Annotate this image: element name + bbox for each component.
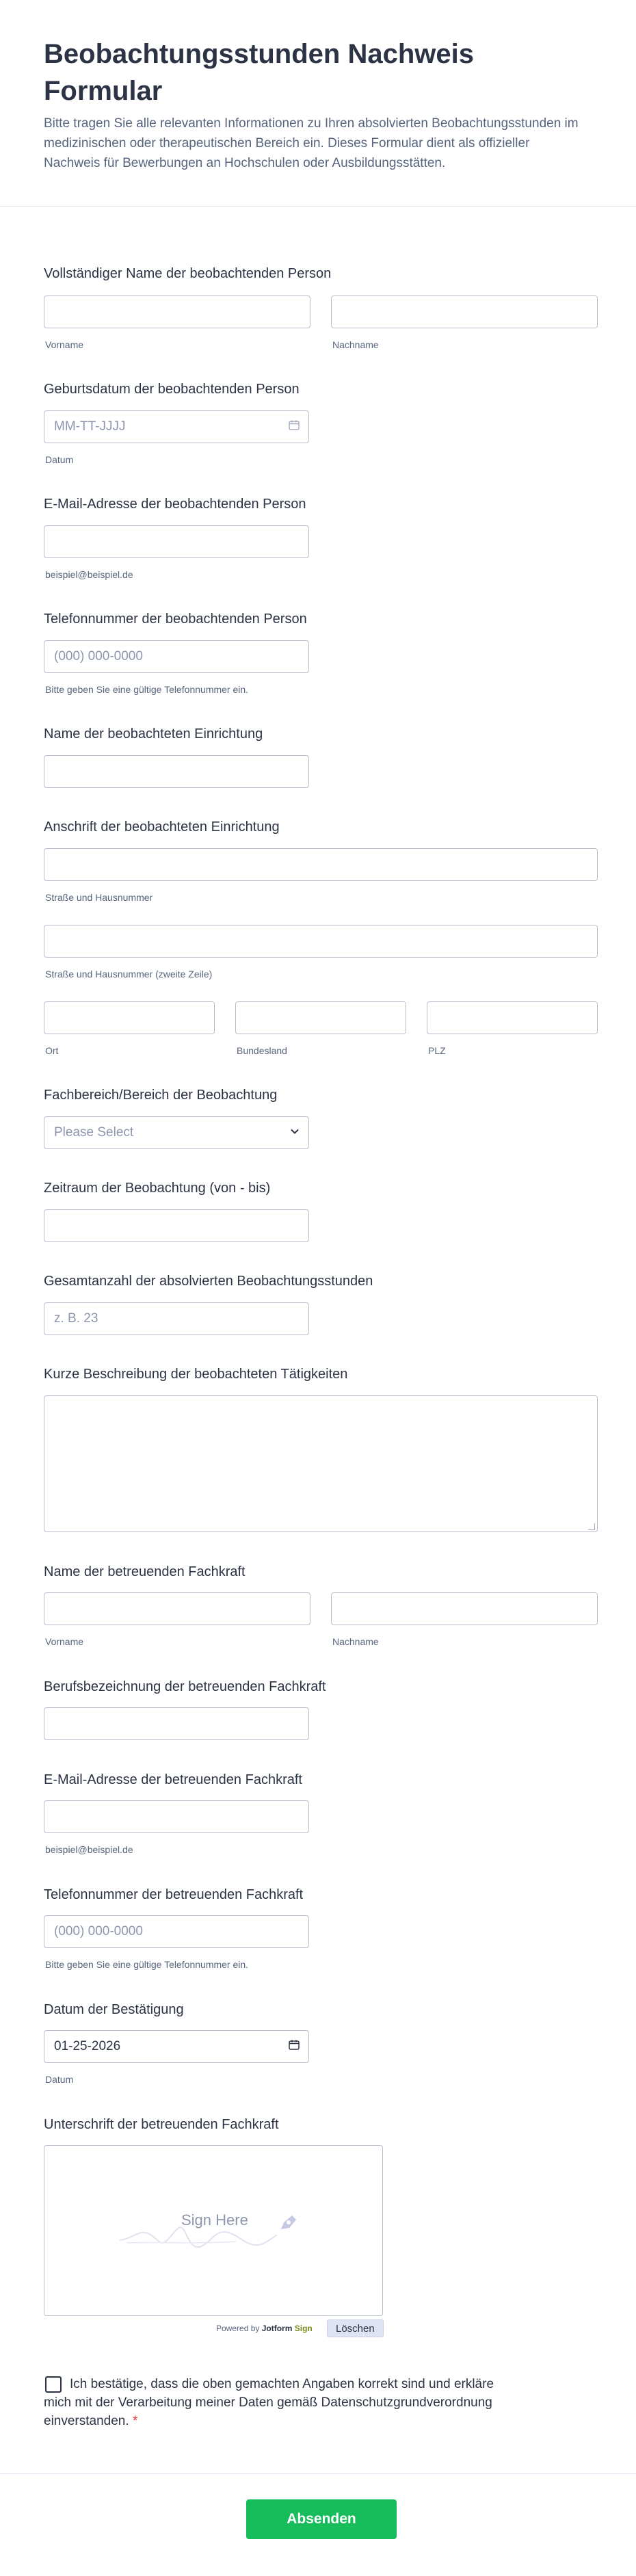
hours-placeholder: z. B. 23 (54, 1311, 98, 1326)
required-mark: * (132, 2414, 138, 2428)
birthdate-sublabel: Datum (45, 454, 74, 465)
street2-sublabel: Straße und Hausnummer (zweite Zeile) (45, 969, 213, 980)
submit-button[interactable]: Absenden (246, 2499, 397, 2539)
period-input[interactable] (44, 1209, 309, 1242)
hours-input[interactable] (44, 1302, 309, 1335)
zip-sublabel: PLZ (428, 1045, 446, 1056)
supervisor-phone-input[interactable] (44, 1915, 309, 1948)
confirm-date-sublabel: Datum (45, 2074, 74, 2085)
department-select[interactable] (44, 1116, 309, 1149)
powered-brand: Jotform (261, 2324, 293, 2333)
street-sublabel: Straße und Hausnummer (45, 892, 153, 903)
confirm-date-label: Datum der Bestätigung (44, 2002, 184, 2017)
form-description: Bitte tragen Sie alle relevanten Informationen zu Ihren absolvierten Beobachtungsstunden im medizinischen oder therapeutischen Bereich ein. Dieses Formular dient als offizieller Nachweis für Bewerbungen an Hochschulen oder Ausbildungsstätten. (44, 116, 579, 170)
consent-text (44, 2375, 522, 2430)
phone-input[interactable] (44, 640, 309, 673)
clear-signature-button[interactable]: Löschen (327, 2319, 384, 2337)
form-title: Beobachtungsstunden Nachweis Formular (44, 39, 474, 106)
facility-input[interactable] (44, 755, 309, 788)
consent-text-body: Ich bestätige, dass die oben gemachten Angaben korrekt sind und erkläre mich mit der Verarbeitung meiner Daten gemäß Datenschutzgrundverordnung einverstanden. (44, 2377, 494, 2428)
zip-input[interactable] (427, 1001, 598, 1034)
calendar-icon[interactable] (288, 2039, 300, 2055)
state-input[interactable] (235, 1001, 406, 1034)
first-name-input[interactable] (44, 295, 310, 328)
address-label: Anschrift der beobachteten Einrichtung (44, 819, 280, 834)
pen-icon (277, 2211, 300, 2238)
footer-divider (0, 2473, 636, 2474)
chevron-down-icon (289, 1126, 300, 1140)
signature-label: Unterschrift der betreuenden Fachkraft (44, 2117, 279, 2132)
state-sublabel: Bundesland (237, 1045, 287, 1056)
powered-prefix: Powered by (216, 2324, 260, 2333)
activities-label: Kurze Beschreibung der beobachteten Tätigkeiten (44, 1367, 348, 1382)
facility-label: Name der beobachteten Einrichtung (44, 726, 263, 741)
job-title-input[interactable] (44, 1707, 309, 1740)
street2-input[interactable] (44, 925, 598, 958)
calendar-icon[interactable] (288, 419, 300, 435)
sign-here-text: Sign Here (181, 2211, 248, 2229)
last-name-sublabel: Nachname (332, 339, 379, 350)
first-name-sublabel: Vorname (45, 339, 84, 350)
birthdate-input[interactable] (44, 410, 309, 443)
confirm-date-input[interactable] (44, 2030, 309, 2063)
phone-sublabel: Bitte geben Sie eine gültige Telefonnummer ein. (45, 684, 249, 695)
email-sublabel: beispiel@beispiel.de (45, 569, 133, 580)
department-label: Fachbereich/Bereich der Beobachtung (44, 1088, 278, 1103)
city-sublabel: Ort (45, 1045, 59, 1056)
supervisor-phone-label: Telefonnummer der betreuenden Fachkraft (44, 1887, 304, 1902)
name-label: Vollständiger Name der beobachtenden Person (44, 266, 332, 281)
resize-handle-icon[interactable] (588, 1523, 595, 1530)
birthdate-placeholder: MM-TT-JJJJ (54, 419, 126, 434)
email-label: E-Mail-Adresse der beobachtenden Person (44, 497, 306, 512)
email-input[interactable] (44, 525, 309, 558)
city-input[interactable] (44, 1001, 215, 1034)
birthdate-label: Geburtsdatum der beobachtenden Person (44, 382, 300, 397)
street-input[interactable] (44, 848, 598, 881)
supervisor-last-name-input[interactable] (331, 1592, 598, 1625)
supervisor-phone-placeholder: (000) 000-0000 (54, 1924, 143, 1938)
supervisor-last-name-sublabel: Nachname (332, 1636, 379, 1647)
activities-textarea[interactable] (44, 1395, 598, 1532)
supervisor-label: Name der betreuenden Fachkraft (44, 1564, 246, 1579)
supervisor-email-sublabel: beispiel@beispiel.de (45, 1844, 133, 1855)
supervisor-first-name-input[interactable] (44, 1592, 310, 1625)
department-placeholder: Please Select (54, 1125, 134, 1140)
period-label: Zeitraum der Beobachtung (von - bis) (44, 1181, 271, 1196)
powered-sign: Sign (294, 2324, 313, 2333)
supervisor-first-name-sublabel: Vorname (45, 1636, 84, 1647)
signature-pad[interactable] (44, 2145, 383, 2316)
supervisor-email-label: E-Mail-Adresse der betreuenden Fachkraft (44, 1772, 302, 1787)
supervisor-phone-sublabel: Bitte geben Sie eine gültige Telefonnummer ein. (45, 1959, 249, 1970)
supervisor-email-input[interactable] (44, 1800, 309, 1833)
hours-label: Gesamtanzahl der absolvierten Beobachtungsstunden (44, 1274, 373, 1289)
confirm-date-value: 01-25-2026 (54, 2039, 121, 2053)
phone-placeholder: (000) 000-0000 (54, 649, 143, 663)
phone-label: Telefonnummer der beobachtenden Person (44, 612, 307, 627)
job-title-label: Berufsbezeichnung der betreuenden Fachkraft (44, 1679, 326, 1694)
last-name-input[interactable] (331, 295, 598, 328)
form-header (0, 0, 636, 207)
powered-by (216, 2324, 313, 2333)
